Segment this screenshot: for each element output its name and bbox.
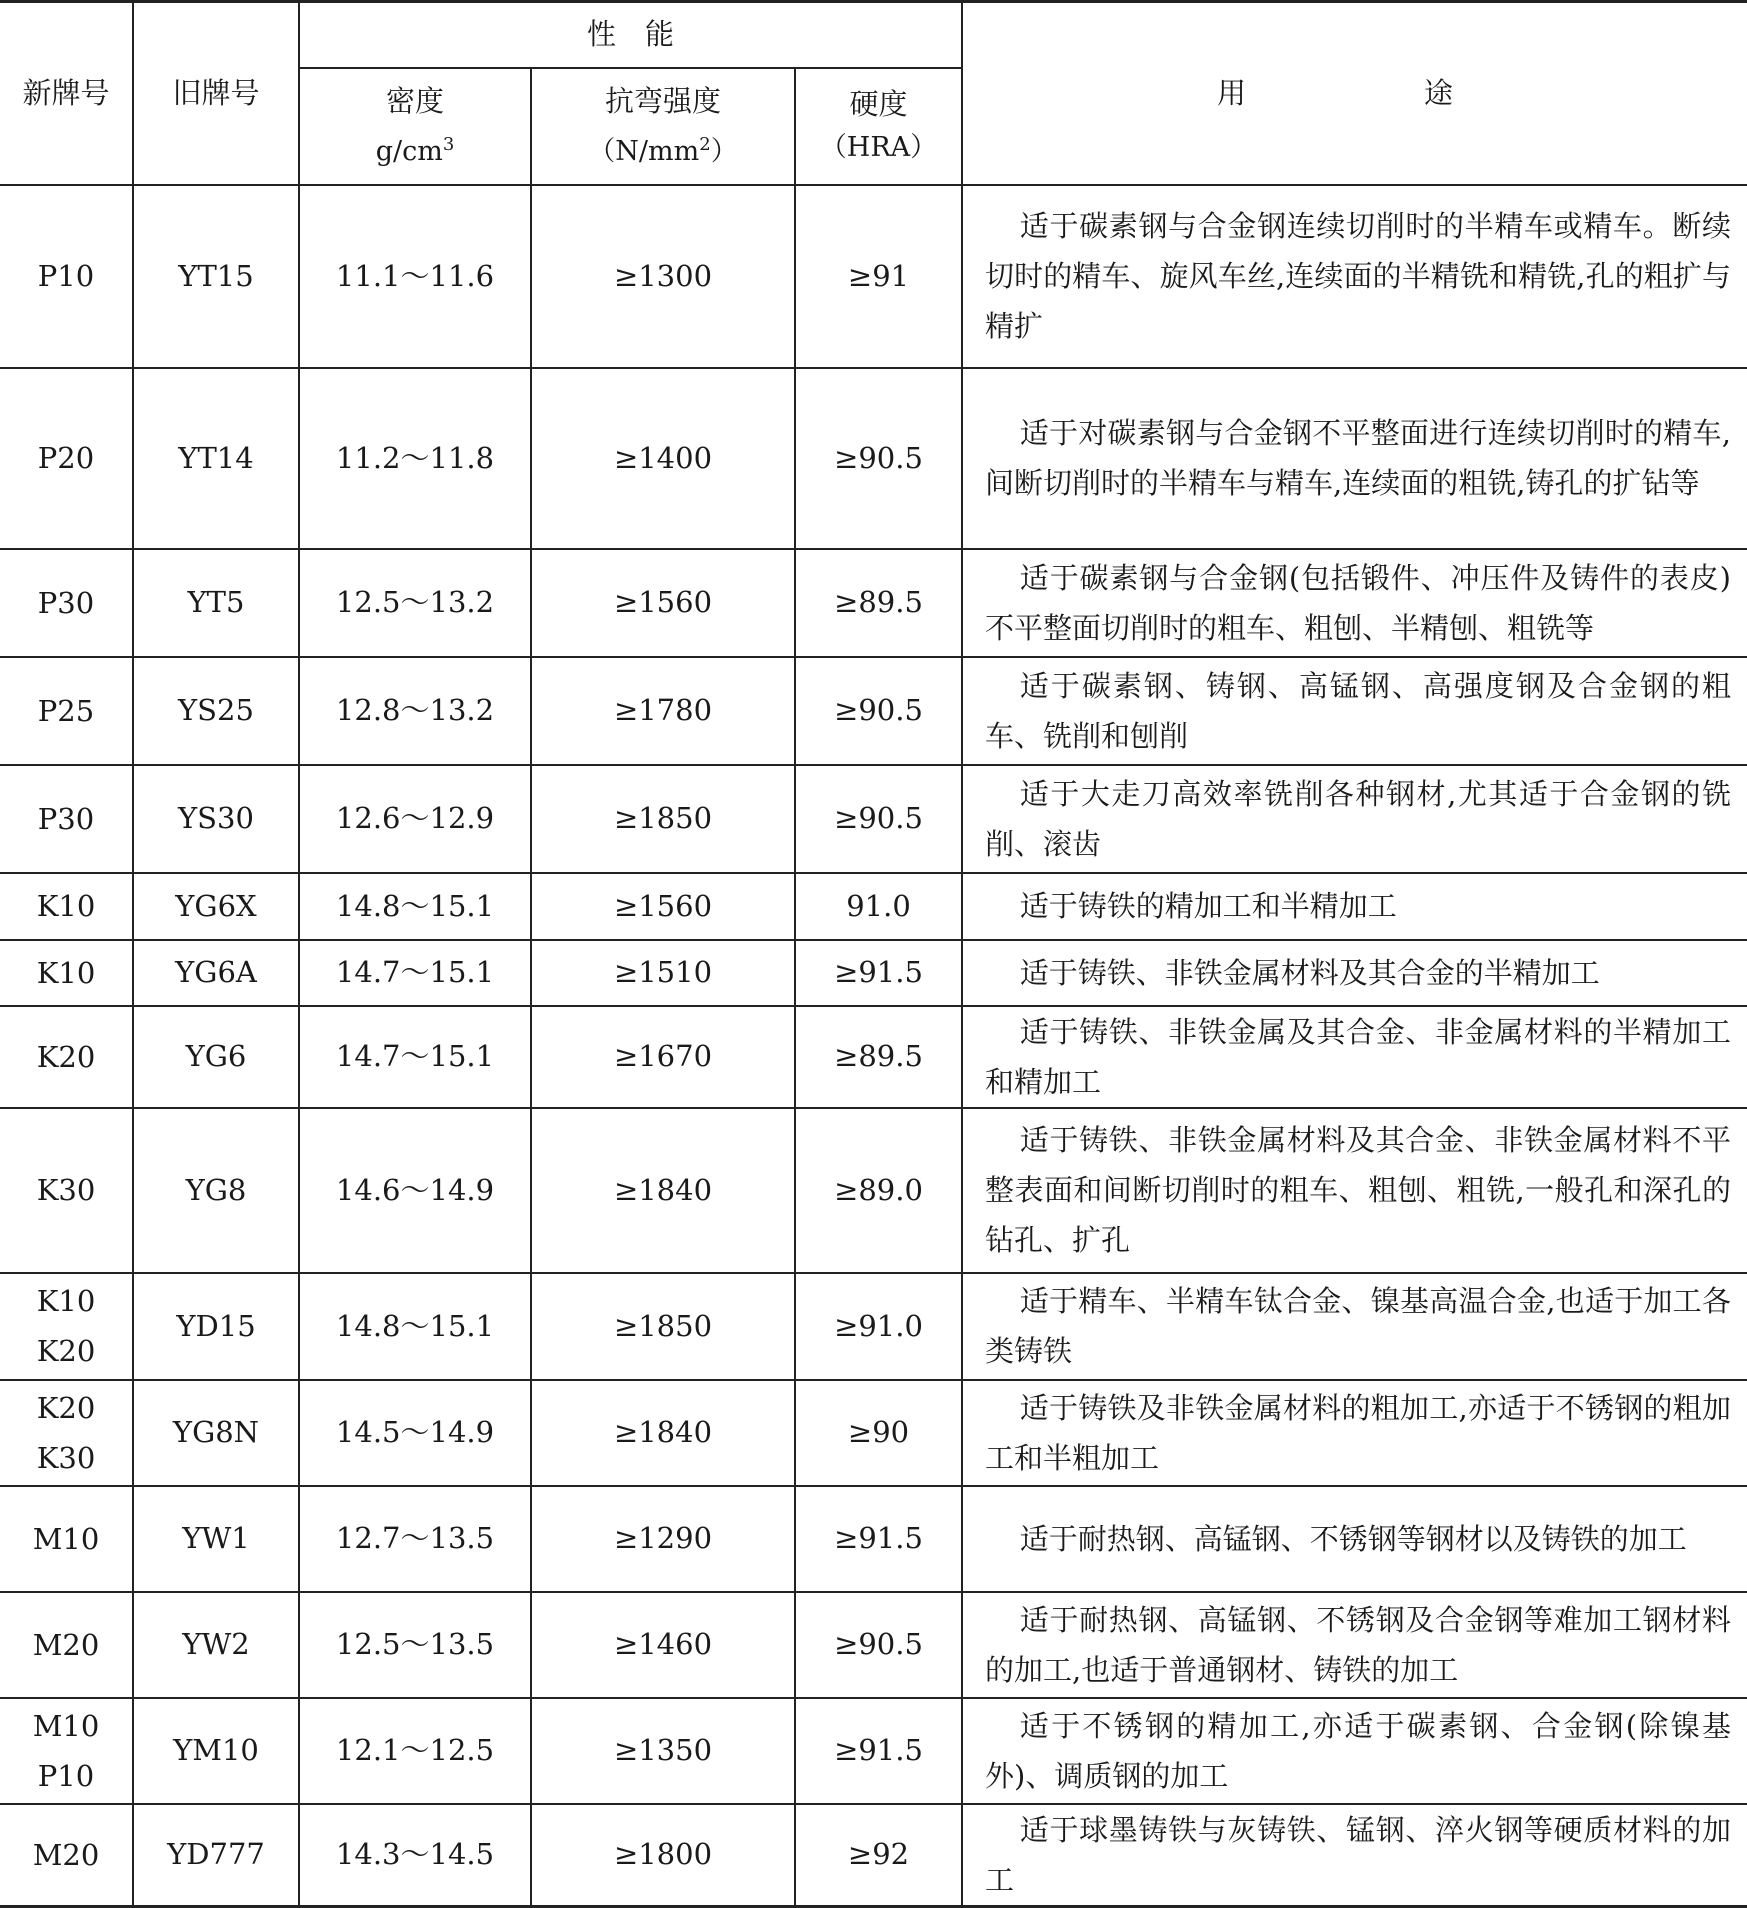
cell-new-grade — [0, 1486, 133, 1592]
table-row — [0, 1486, 1747, 1592]
cell-strength: ≥1560 — [531, 873, 795, 940]
cell-usage — [962, 1006, 1747, 1108]
new-grade-value: P30 — [37, 585, 95, 620]
cell-usage — [962, 1592, 1747, 1698]
usage-text: 适于对碳素钢与合金钢不平整面进行连续切削时的精车,间断切削时的半精车与精车,连续面的粗铣,铸孔的扩钻等 — [985, 416, 1731, 500]
table-row — [0, 657, 1747, 765]
cell-new-grade — [0, 549, 133, 657]
cell-density: 11.1～11.6 — [299, 185, 531, 368]
cell-density: 14.8～15.1 — [299, 873, 531, 940]
cell-strength: ≥1850 — [531, 765, 795, 873]
cell-usage — [962, 1108, 1747, 1273]
new-grade-value: M10 — [32, 1708, 100, 1743]
table-row — [0, 1273, 1747, 1380]
cell-usage — [962, 1273, 1747, 1380]
table-row — [0, 1698, 1747, 1804]
cell-new-grade — [0, 368, 133, 549]
usage-text: 适于碳素钢与合金钢连续切削时的半精车或精车。断续切时的精车、旋风车丝,连续面的半精铣和精铣,孔的粗扩与精扩 — [985, 209, 1731, 343]
cell-old-grade: YD777 — [133, 1804, 299, 1907]
new-grade-value: M10 — [32, 1521, 100, 1556]
cell-new-grade — [0, 1592, 133, 1698]
new-grade-value: K10 — [36, 1284, 96, 1318]
table-row — [0, 185, 1747, 368]
new-grade-value: K20 — [36, 1334, 96, 1368]
cell-hardness: ≥91.0 — [795, 1273, 962, 1380]
cell-new-grade — [0, 1273, 133, 1380]
cell-old-grade: YG6X — [133, 873, 299, 940]
new-grade-value: M20 — [32, 1627, 100, 1662]
cell-usage — [962, 368, 1747, 549]
cell-strength: ≥1460 — [531, 1592, 795, 1698]
cell-strength: ≥1670 — [531, 1006, 795, 1108]
header-hardness-unit: （HRA） — [819, 132, 938, 163]
new-grade-value: P30 — [37, 801, 95, 836]
cell-hardness: ≥90.5 — [795, 368, 962, 549]
cell-density: 12.5～13.5 — [299, 1592, 531, 1698]
cell-old-grade: YG6 — [133, 1006, 299, 1108]
cell-usage — [962, 873, 1747, 940]
cell-new-grade — [0, 940, 133, 1006]
cell-strength: ≥1400 — [531, 368, 795, 549]
cell-usage — [962, 185, 1747, 368]
cell-density: 12.8～13.2 — [299, 657, 531, 765]
cell-new-grade — [0, 765, 133, 873]
cell-old-grade: YG8N — [133, 1380, 299, 1486]
cell-hardness: ≥91.5 — [795, 1698, 962, 1804]
cell-hardness: ≥90.5 — [795, 657, 962, 765]
usage-text: 适于不锈钢的精加工,亦适于碳素钢、合金钢(除镍基外)、调质钢的加工 — [985, 1708, 1731, 1793]
cell-usage — [962, 1804, 1747, 1907]
usage-text: 适于耐热钢、高锰钢、不锈钢及合金钢等难加工钢材料的加工,也适于普通钢材、铸铁的加工 — [985, 1602, 1731, 1687]
table-row — [0, 1006, 1747, 1108]
cell-old-grade: YW1 — [133, 1486, 299, 1592]
cell-new-grade — [0, 1698, 133, 1804]
new-grade-value: P25 — [37, 693, 95, 728]
cell-density: 14.6～14.9 — [299, 1108, 531, 1273]
cell-old-grade: YT15 — [133, 185, 299, 368]
usage-text: 适于铸铁及非铁金属材料的粗加工,亦适于不锈钢的粗加工和半粗加工 — [985, 1390, 1731, 1475]
header-density-unit: $g/cm^3$ — [375, 133, 455, 167]
cell-hardness: ≥92 — [795, 1804, 962, 1907]
usage-text: 适于碳素钢与合金钢(包括锻件、冲压件及铸件的表皮)不平整面切削时的粗车、粗刨、半精刨、粗铣等 — [985, 560, 1731, 645]
new-grade-value: P10 — [37, 1758, 95, 1793]
table-row — [0, 368, 1747, 549]
table-row — [0, 765, 1747, 873]
cell-density: 12.6～12.9 — [299, 765, 531, 873]
header-hardness-label: 硬度 — [849, 87, 908, 121]
cell-new-grade — [0, 185, 133, 368]
cell-old-grade: YT14 — [133, 368, 299, 549]
cell-new-grade — [0, 657, 133, 765]
cell-density: 12.7～13.5 — [299, 1486, 531, 1592]
new-grade-value: M20 — [32, 1837, 100, 1872]
table-row — [0, 873, 1747, 940]
new-grade-value: K20 — [36, 1390, 96, 1425]
usage-text: 适于铸铁的精加工和半精加工 — [1019, 889, 1397, 923]
cell-new-grade — [0, 1804, 133, 1907]
new-grade-value: K30 — [36, 1173, 96, 1207]
cell-hardness: ≥90.5 — [795, 765, 962, 873]
cell-strength: ≥1780 — [531, 657, 795, 765]
header-new-grade: 新牌号 — [0, 2, 133, 185]
header-strength-unit: $(N/mm^2)$ — [588, 133, 738, 167]
cell-old-grade: YS25 — [133, 657, 299, 765]
header-usage: 用 途 — [962, 2, 1747, 185]
cell-usage — [962, 1698, 1747, 1804]
cell-hardness: ≥89.5 — [795, 1006, 962, 1108]
table-row — [0, 1592, 1747, 1698]
cell-hardness: 91.0 — [795, 873, 962, 940]
cell-strength: ≥1560 — [531, 549, 795, 657]
cell-density: 11.2～11.8 — [299, 368, 531, 549]
cell-density: 14.8～15.1 — [299, 1273, 531, 1380]
table-row — [0, 1108, 1747, 1273]
new-grade-value: K20 — [36, 1039, 96, 1074]
table-row — [0, 1804, 1747, 1907]
table-row — [0, 940, 1747, 1006]
cell-old-grade: YD15 — [133, 1273, 299, 1380]
cell-strength: ≥1290 — [531, 1486, 795, 1592]
new-grade-value: P20 — [37, 441, 95, 475]
cell-strength: ≥1800 — [531, 1804, 795, 1907]
new-grade-value: K30 — [36, 1440, 96, 1475]
cell-old-grade: YG6A — [133, 940, 299, 1006]
header-performance: 性 能 — [299, 2, 962, 68]
cell-strength: ≥1840 — [531, 1108, 795, 1273]
new-grade-value: P10 — [37, 259, 95, 293]
cell-old-grade: YG8 — [133, 1108, 299, 1273]
cell-usage — [962, 549, 1747, 657]
cell-usage — [962, 765, 1747, 873]
cell-density: 14.7～15.1 — [299, 940, 531, 1006]
usage-text: 适于铸铁、非铁金属及其合金、非金属材料的半精加工和精加工 — [985, 1014, 1731, 1099]
cell-density: 14.7～15.1 — [299, 1006, 531, 1108]
cell-new-grade — [0, 1006, 133, 1108]
cell-usage — [962, 657, 1747, 765]
header-strength — [531, 68, 795, 185]
cell-hardness: ≥91.5 — [795, 1486, 962, 1592]
usage-text: 适于铸铁、非铁金属材料及其合金的半精加工 — [1019, 955, 1600, 990]
usage-text: 适于铸铁、非铁金属材料及其合金、非铁金属材料不平整表面和间断切削时的粗车、粗刨、粗铣,一般孔和深孔的钻孔、扩孔 — [985, 1123, 1731, 1257]
usage-text: 适于大走刀高效率铣削各种钢材,尤其适于合金钢的铣削、滚齿 — [985, 776, 1731, 861]
usage-text: 适于球墨铸铁与灰铸铁、锰钢、淬火钢等硬质材料的加工 — [985, 1812, 1731, 1897]
usage-text: 适于耐热钢、高锰钢、不锈钢等钢材以及铸铁的加工 — [1019, 1521, 1687, 1556]
cell-hardness: ≥89.5 — [795, 549, 962, 657]
cell-usage — [962, 1486, 1747, 1592]
header-hardness — [795, 68, 962, 185]
cell-old-grade: YM10 — [133, 1698, 299, 1804]
header-density-label: 密度 — [385, 83, 444, 118]
cell-density: 14.5～14.9 — [299, 1380, 531, 1486]
cell-hardness: ≥89.0 — [795, 1108, 962, 1273]
cell-strength: ≥1840 — [531, 1380, 795, 1486]
usage-text: 适于碳素钢、铸钢、高锰钢、高强度钢及合金钢的粗车、铣削和刨削 — [985, 668, 1731, 753]
cell-new-grade — [0, 1380, 133, 1486]
cell-strength: ≥1300 — [531, 185, 795, 368]
new-grade-value: K10 — [36, 889, 96, 923]
cell-density: 14.3～14.5 — [299, 1804, 531, 1907]
table-row — [0, 1380, 1747, 1486]
cell-density: 12.1～12.5 — [299, 1698, 531, 1804]
cell-strength: ≥1850 — [531, 1273, 795, 1380]
cell-strength: ≥1510 — [531, 940, 795, 1006]
new-grade-value: K10 — [36, 955, 96, 990]
cell-hardness: ≥90 — [795, 1380, 962, 1486]
usage-text: 适于精车、半精车钛合金、镍基高温合金,也适于加工各类铸铁 — [985, 1284, 1731, 1368]
cell-new-grade — [0, 1108, 133, 1273]
cell-usage — [962, 940, 1747, 1006]
cell-density: 12.5～13.2 — [299, 549, 531, 657]
cell-old-grade: YW2 — [133, 1592, 299, 1698]
cell-old-grade: YS30 — [133, 765, 299, 873]
cell-new-grade — [0, 873, 133, 940]
cell-hardness: ≥91.5 — [795, 940, 962, 1006]
table-row — [0, 549, 1747, 657]
cell-old-grade: YT5 — [133, 549, 299, 657]
header-density — [299, 68, 531, 185]
cell-hardness: ≥90.5 — [795, 1592, 962, 1698]
cell-usage — [962, 1380, 1747, 1486]
table-body — [0, 185, 1747, 1907]
header-old-grade: 旧牌号 — [133, 2, 299, 185]
cell-hardness: ≥91 — [795, 185, 962, 368]
header-strength-label: 抗弯强度 — [604, 83, 721, 118]
cell-strength: ≥1350 — [531, 1698, 795, 1804]
